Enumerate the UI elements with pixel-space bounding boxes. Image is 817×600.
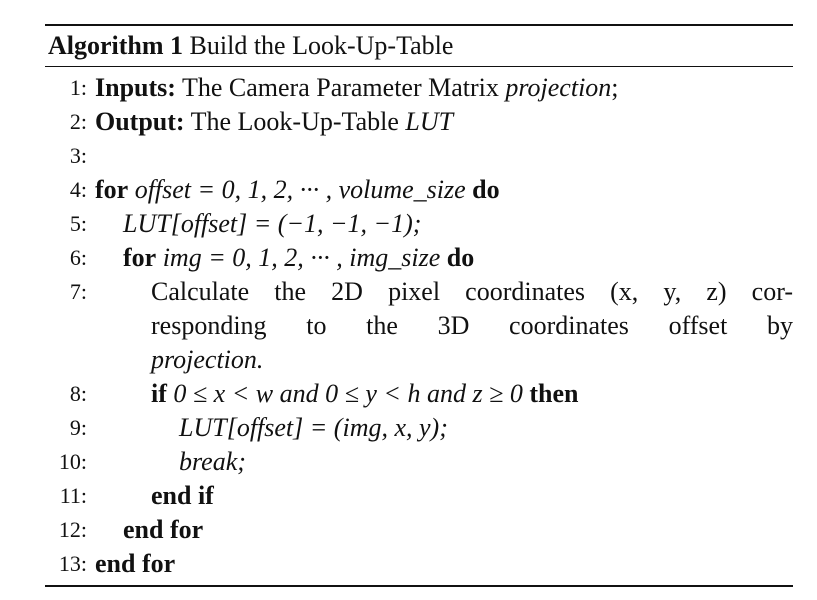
math-text: LUT[offset] = (−1, −1, −1); [123,209,422,238]
algorithm-block [45,24,793,587]
math-text: 0 ≤ x < w and 0 ≤ y < h and z ≥ 0 [166,379,530,408]
keyword-for: for [123,243,157,272]
line-number: 4: [69,177,87,202]
keyword-do: do [446,243,475,272]
line-text: responding to the 3D coordinates offset by [151,311,793,340]
line-number: 2: [69,109,87,134]
math-text: LUT[offset] = (img, x, y); [179,413,448,442]
line-text: Calculate the 2D pixel coordinates (x, y, z) cor- [151,277,793,306]
line-text: The Look-Up-Table [184,107,406,136]
algorithm-caption [45,26,793,66]
algorithm-line [45,275,793,377]
math-text: img = 0, 1, 2, ··· , img_size [156,243,447,272]
algorithm-body [45,67,793,581]
algorithm-line [45,445,793,479]
line-number: 10: [58,449,87,474]
algorithm-line [45,105,793,139]
line-text: The Camera Parameter Matrix [175,73,506,102]
algorithm-line [45,479,793,513]
algorithm-line [45,241,793,275]
keyword-end-for: end for [95,549,176,578]
keyword-if: if [151,379,167,408]
algorithm-line [45,513,793,547]
math-text: break; [179,447,246,476]
keyword-do: do [472,175,500,204]
keyword: Inputs: [95,73,176,102]
line-number: 6: [69,245,87,270]
math-text: projection [505,73,612,102]
math-text: offset = 0, 1, 2, ··· , volume_size [128,175,473,204]
line-tail: ; [611,73,619,102]
line-number: 11: [59,483,87,508]
bottom-rule [45,585,793,587]
math-text: projection. [151,345,264,374]
algorithm-line [45,411,793,445]
algorithm-line [45,207,793,241]
keyword-end-for: end for [123,515,204,544]
line-number: 3: [69,143,87,168]
line-number: 9: [69,415,87,440]
keyword-then: then [529,379,579,408]
keyword-for: for [95,175,129,204]
algorithm-line [45,139,793,173]
keyword-end-if: end if [151,481,214,510]
line-number: 5: [69,211,87,236]
line-number: 12: [58,517,87,542]
line-number: 8: [69,381,87,406]
algorithm-line [45,173,793,207]
algorithm-line [45,71,793,105]
algorithm-label: Algorithm 1 [48,31,184,60]
line-number: 7: [69,279,87,304]
algorithm-line [45,377,793,411]
algorithm-title: Build the Look-Up-Table [189,31,454,60]
algorithm-line [45,547,793,581]
math-text: LUT [405,107,454,136]
keyword: Output: [95,107,185,136]
line-number: 13: [58,551,87,576]
line-number: 1: [69,75,87,100]
